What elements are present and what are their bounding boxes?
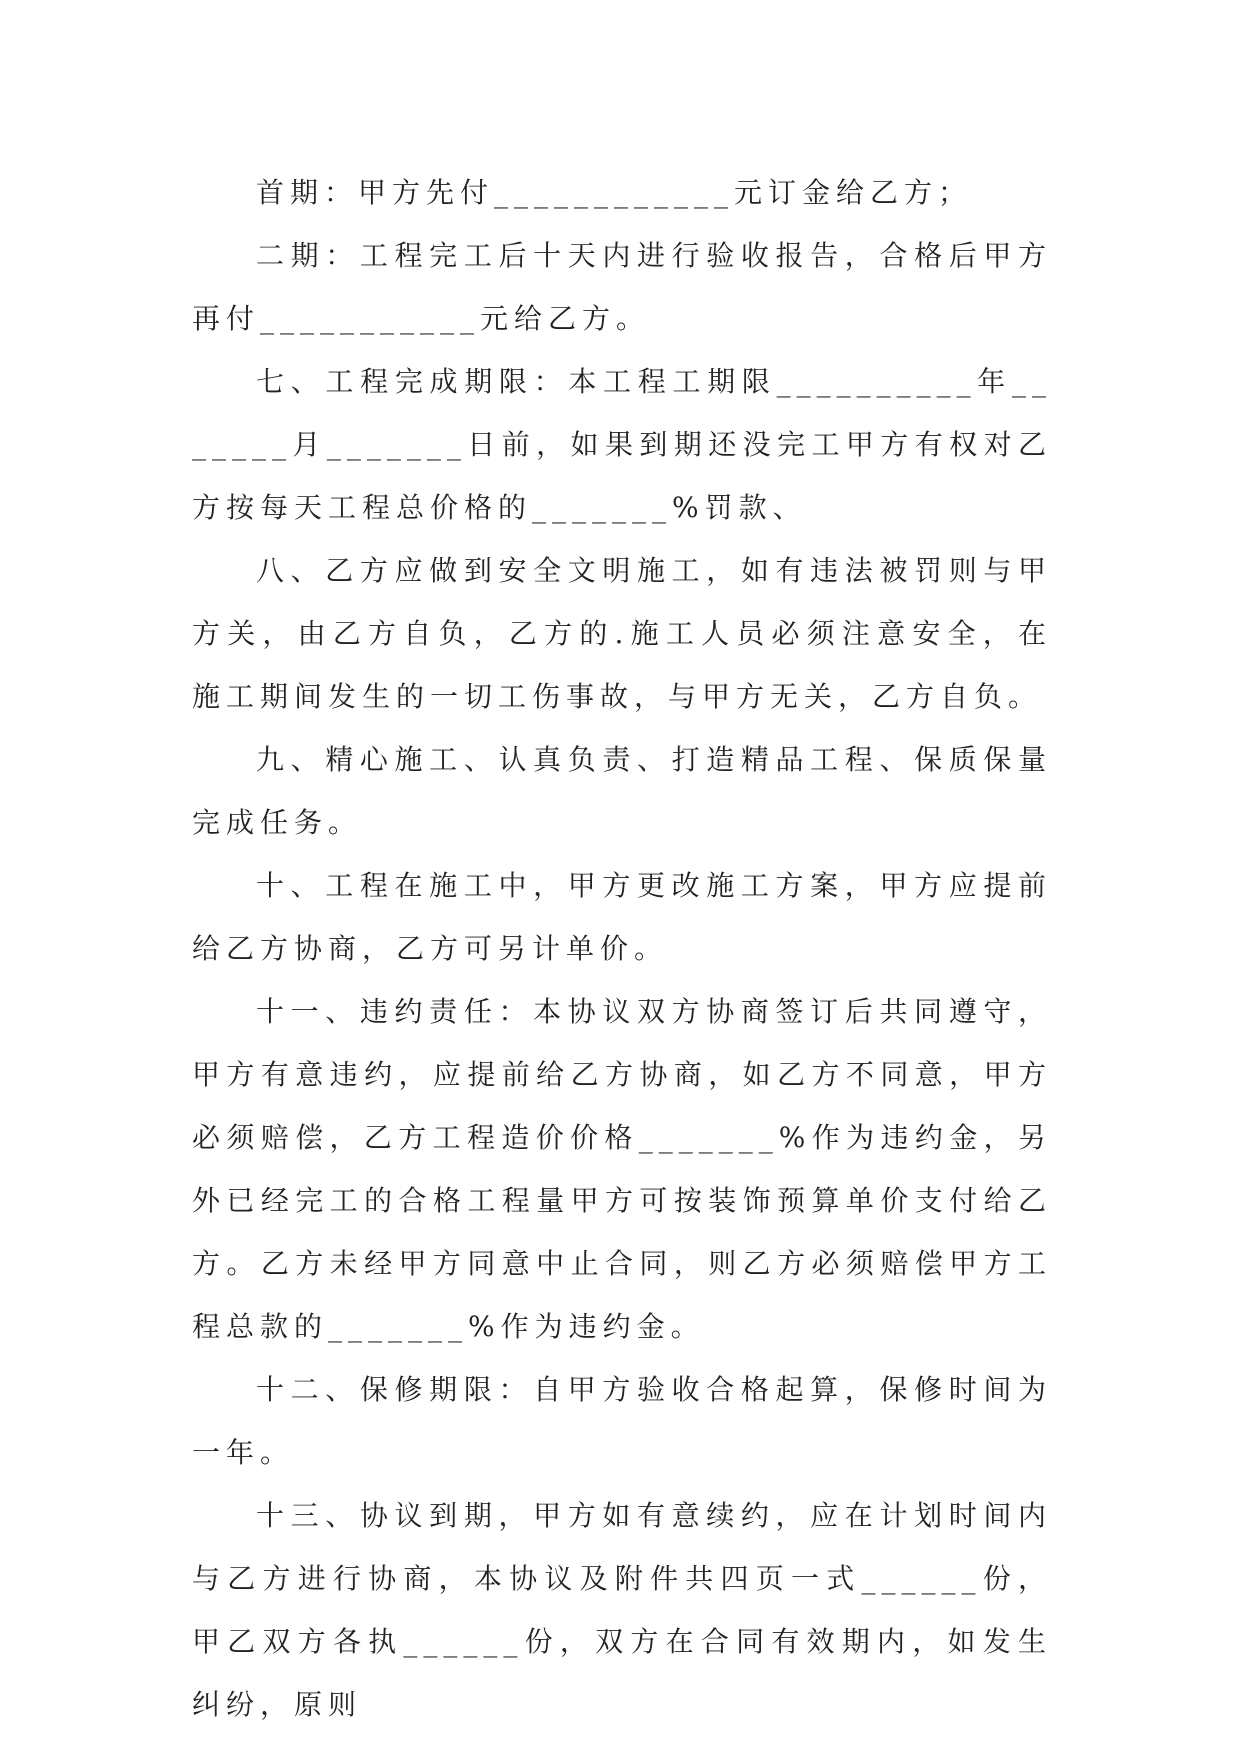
paragraph-clause-10-changes: 十、工程在施工中，甲方更改施工方案，甲方应提前给乙方协商，乙方可另计单价。	[192, 869, 1052, 965]
paragraph-clause-9-quality: 九、精心施工、认真负责、打造精品工程、保质保量完成任务。	[192, 743, 1052, 839]
paragraph-clause-11-breach: 十一、违约责任：本协议双方协商签订后共同遵守，甲方有意违约，应提前给乙方协商，如乙方不同意，甲方必须赔偿，乙方工程造价价格_______%作为违约金，另外已经完工的合格工程量甲方可按装饰预算单价支付给乙方。乙方未经甲方同意中止合同，则乙方必须赔偿甲方工程总款的_______%作为违约金。	[192, 995, 1052, 1343]
paragraph-second-payment: 二期：工程完工后十天内进行验收报告，合格后甲方再付___________元给乙方。	[192, 239, 1052, 335]
paragraph-first-payment: 首期：甲方先付____________元订金给乙方；	[256, 176, 973, 209]
document-body	[192, 161, 1052, 1736]
paragraph-clause-7-deadline: 七、工程完成期限：本工程工期限__________年_______月_______日前，如果到期还没完工甲方有权对乙方按每天工程总价格的_______%罚款、	[192, 365, 1052, 524]
paragraph-clause-12-warranty: 十二、保修期限：自甲方验收合格起算，保修时间为一年。	[192, 1373, 1052, 1469]
paragraph-clause-13-renewal: 十三、协议到期，甲方如有意续约，应在计划时间内与乙方进行协商，本协议及附件共四页一式______份，甲乙双方各执______份，双方在合同有效期内，如发生纠纷，原则	[192, 1499, 1052, 1721]
paragraph-clause-8-safety: 八、乙方应做到安全文明施工，如有违法被罚则与甲方关，由乙方自负，乙方的.施工人员必须注意安全，在施工期间发生的一切工伤事故，与甲方无关，乙方自负。	[192, 554, 1052, 713]
